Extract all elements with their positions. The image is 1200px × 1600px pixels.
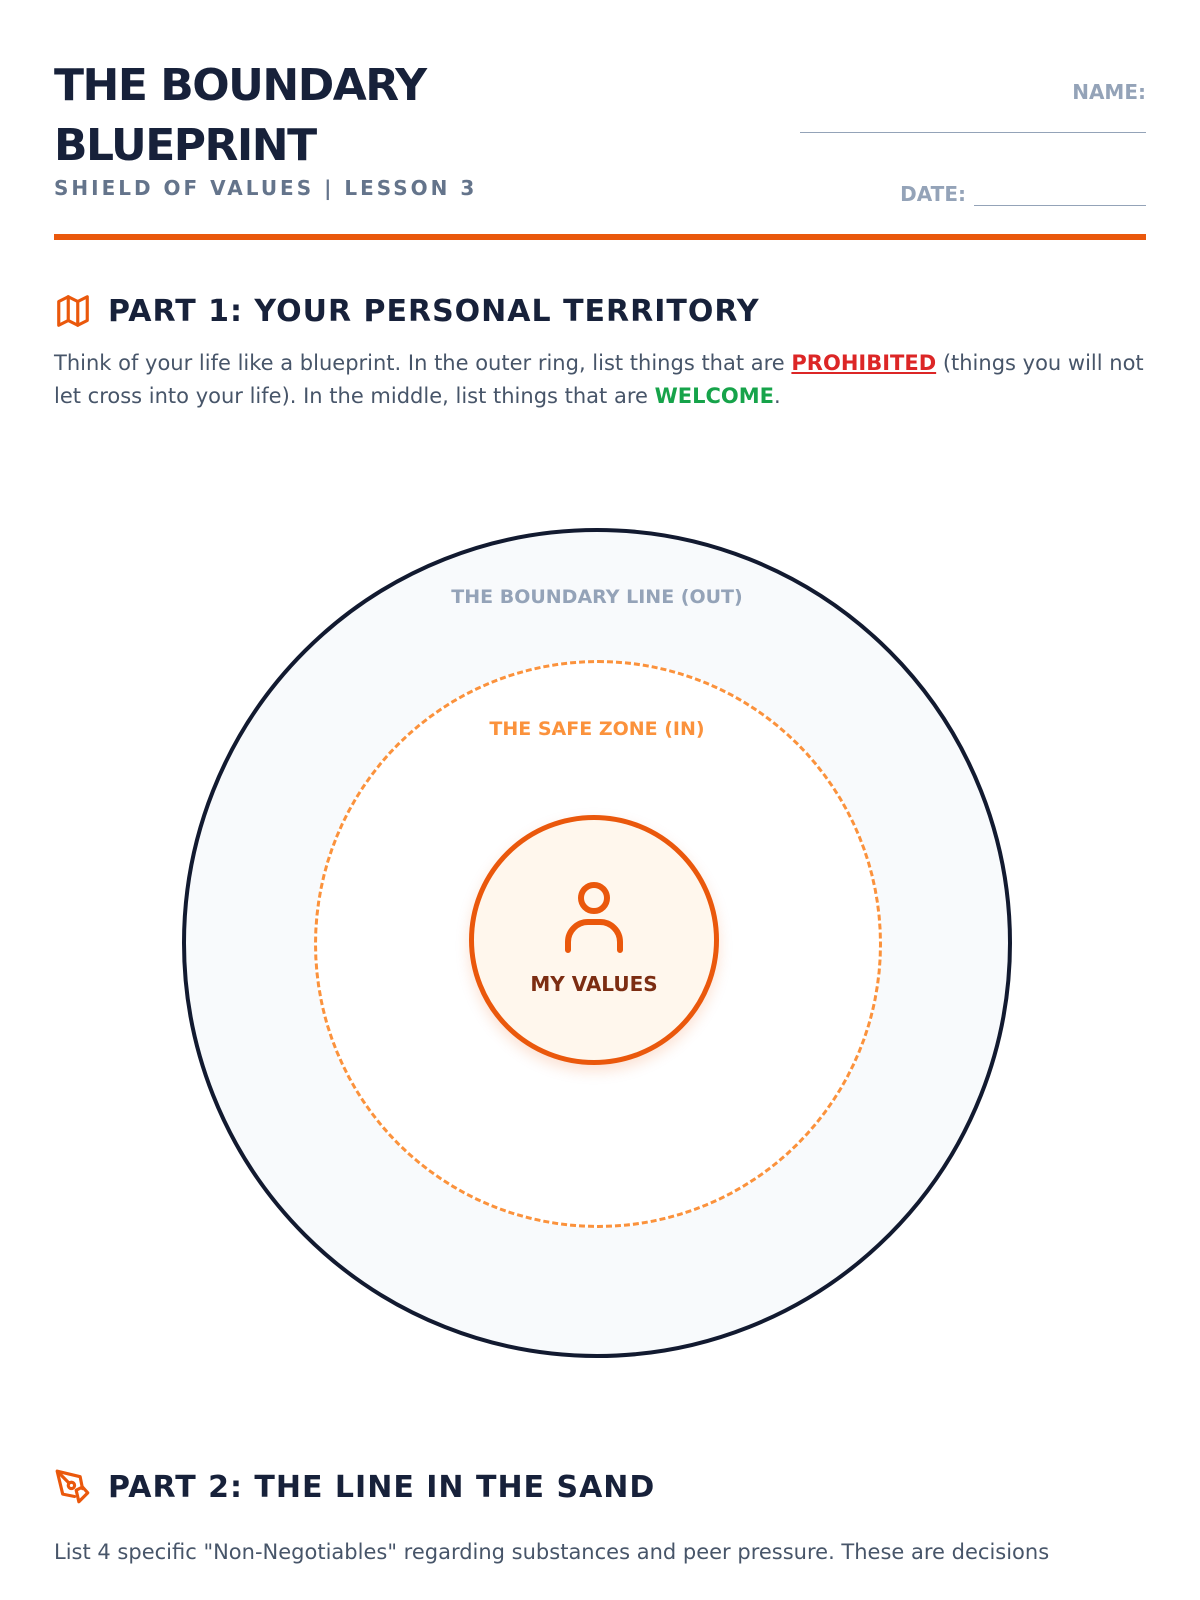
- part1-text-1: Think of your life like a blueprint. In the outer ring, list things that are: [54, 351, 792, 375]
- map-icon: [54, 292, 92, 330]
- page-title: THE BOUNDARY BLUEPRINT: [54, 60, 426, 171]
- date-row: [900, 182, 1146, 206]
- date-label: DATE:: [900, 182, 966, 206]
- my-values-label: MY VALUES: [530, 972, 658, 996]
- part2-heading: [54, 1468, 655, 1506]
- welcome-keyword: WELCOME: [654, 384, 774, 408]
- name-label: NAME:: [1072, 80, 1146, 104]
- boundary-diagram: [182, 528, 1012, 1358]
- part1-text-2: (things you will not let cross into your life). In the middle, list things that are: [54, 351, 1144, 408]
- part1-text-3: .: [774, 384, 781, 408]
- date-field[interactable]: [974, 187, 1146, 206]
- safe-zone-label: THE SAFE ZONE (IN): [489, 718, 705, 740]
- user-icon: [560, 880, 628, 956]
- part1-title: PART 1: YOUR PERSONAL TERRITORY: [108, 293, 760, 329]
- boundary-ring-label-text: THE BOUNDARY LINE (OUT): [439, 584, 754, 610]
- part1-heading: [54, 292, 760, 330]
- boundary-ring-label: [182, 586, 1012, 608]
- page-subtitle: SHIELD OF VALUES | LESSON 3: [54, 176, 478, 200]
- prohibited-keyword: PROHIBITED: [791, 351, 937, 375]
- name-field[interactable]: [800, 132, 1146, 133]
- pen-tool-icon: [54, 1468, 92, 1506]
- part2-instructions: List 4 specific "Non-Negotiables" regarding substances and peer pressure. These are decisions: [54, 1540, 1050, 1564]
- header-divider: [54, 234, 1146, 240]
- worksheet-header: [54, 52, 1146, 212]
- part1-instructions: [54, 347, 1146, 413]
- part2-title: PART 2: THE LINE IN THE SAND: [108, 1469, 656, 1505]
- my-values-circle[interactable]: [469, 815, 719, 1065]
- worksheet-page: [54, 0, 1146, 1600]
